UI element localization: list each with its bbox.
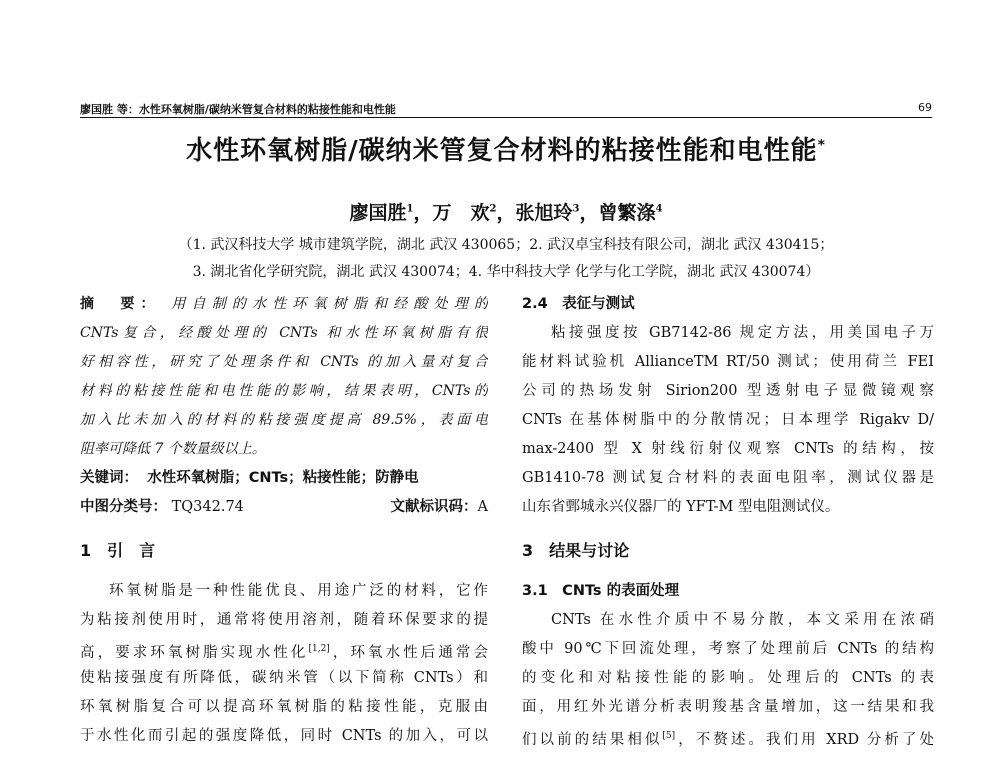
abstract-line: 材料的粘接性能和电性能的影响，结果表明，CNTs的 bbox=[80, 383, 488, 399]
author-affil-mark: 4 bbox=[655, 203, 663, 215]
body-line: 粘接强度按 GB7142-86 规定方法，用美国电子万 bbox=[551, 325, 934, 341]
section-heading: 1 引 言 bbox=[80, 541, 156, 560]
section-heading: 3 结果与讨论 bbox=[522, 541, 630, 560]
doc-code-value: A bbox=[477, 499, 488, 515]
doc-code-label: 文献标识码： bbox=[390, 499, 478, 515]
author-separator: ， bbox=[413, 202, 433, 224]
abstract-line: 加入比未加入的材料的粘接强度提高 89.5%，表面电 bbox=[80, 412, 488, 428]
author-name: 张旭玲 bbox=[515, 202, 573, 224]
running-head-text: 廖国胜 等：水性环氧树脂/碳纳米管复合材料的粘接性能和电性能 bbox=[80, 103, 396, 116]
abstract-label: 摘 要： bbox=[80, 296, 161, 312]
body-line: CNTs 在基体树脂中的分散情况；日本理学 Rigakv D/ bbox=[522, 412, 934, 428]
body-text: 高，要求环氧树脂实现水性化 bbox=[80, 644, 309, 661]
running-head bbox=[80, 101, 932, 117]
body-line: 于水性化而引起的强度降低，同时 CNTs 的加入，可以 bbox=[80, 728, 488, 744]
body-line: 为粘接剂使用时，通常将使用溶剂，随着环保要求的提 bbox=[80, 612, 488, 628]
body-text: 们以前的结果相似 bbox=[522, 731, 663, 748]
body-line: 能材料试验机 AllianceTM RT/50 测试；使用荷兰 FEI bbox=[522, 354, 934, 370]
body-text: ，环氧水性后通常会 bbox=[329, 644, 488, 661]
page-number: 69 bbox=[918, 101, 932, 114]
body-line: 山东省鄄城永兴仪器厂的 YFT-M 型电阻测试仪。 bbox=[522, 499, 840, 515]
body-line: 的变化和对粘接性能的影响。处理后的 CNTs 的表 bbox=[522, 670, 934, 686]
author-affil-mark: 3 bbox=[572, 203, 580, 215]
affiliation-line: 3. 湖北省化学研究院，湖北 武汉 430074；4. 华中科技大学 化学与化工学院，湖北 武汉 430074） bbox=[192, 264, 820, 280]
body-line: GB1410-78 测试复合材料的表面电阻率，测试仪器是 bbox=[522, 470, 934, 486]
abstract-line: 阻率可降低 7 个数量级以上。 bbox=[80, 441, 266, 457]
citation: [5] bbox=[662, 731, 676, 741]
author-name: 廖国胜 bbox=[349, 202, 407, 224]
citation: [1,2] bbox=[308, 644, 330, 654]
body-line: CNTs 在水性介质中不易分散，本文采用在浓硝 bbox=[551, 612, 934, 628]
subsection-heading: 3.1 CNTs 的表面处理 bbox=[522, 583, 680, 599]
keywords bbox=[80, 464, 488, 493]
right-column bbox=[522, 290, 934, 751]
class-label: 中图分类号： bbox=[80, 499, 167, 515]
body-line: 公司的热场发射 Sirion200 型透射电子显微镜观察 bbox=[522, 383, 934, 399]
title-text: 水性环氧树脂/碳纳米管复合材料的粘接性能和电性能 bbox=[186, 136, 818, 166]
author-affil-mark: 2 bbox=[489, 203, 497, 215]
left-column bbox=[80, 290, 488, 751]
body-line: 酸中 90℃下回流处理，考察了处理前后 CNTs 的结构 bbox=[522, 641, 934, 657]
abstract-line: 好相容性，研究了处理条件和 CNTs 的加入量对复合 bbox=[80, 354, 488, 370]
body-line: 环氧树脂是一种性能优良、用途广泛的材料，它作 bbox=[109, 583, 488, 599]
class-value: TQ342.74 bbox=[171, 499, 244, 515]
body-line bbox=[522, 722, 934, 751]
classification bbox=[80, 493, 488, 522]
keywords-value: 水性环氧树脂；CNTs；粘接性能；防静电 bbox=[147, 470, 419, 486]
author-affil-mark: 1 bbox=[406, 203, 414, 215]
author-name: 万 欢 bbox=[432, 202, 490, 224]
body-line bbox=[80, 635, 488, 664]
keywords-label: 关键词： bbox=[80, 470, 138, 486]
paper-title bbox=[80, 130, 932, 167]
header-rule bbox=[80, 117, 932, 118]
abstract-text: 用自制的水性环氧树脂和经酸处理的 bbox=[171, 296, 488, 312]
author-separator: ， bbox=[579, 202, 599, 224]
body-text: ，不赘述。我们用 XRD 分析了处 bbox=[675, 731, 934, 748]
body-line: max-2400 型 X 射线衍射仪观察 CNTs 的结构，按 bbox=[522, 441, 934, 457]
body-line: 环氧树脂复合可以提高环氧树脂的粘接性能，克服由 bbox=[80, 699, 488, 715]
subsection-heading: 2.4 表征与测试 bbox=[522, 296, 635, 312]
author-name: 曾繁涤 bbox=[598, 202, 656, 224]
title-footnote-mark: * bbox=[817, 137, 826, 154]
author-separator: ， bbox=[496, 202, 516, 224]
body-line: 面，用红外光谱分析表明羧基含量增加，这一结果和我 bbox=[522, 699, 934, 715]
body-line: 使粘接强度有所降低，碳纳米管（以下简称 CNTs）和 bbox=[80, 670, 488, 686]
author-list bbox=[80, 198, 932, 225]
affiliation-line: （1. 武汉科技大学 城市建筑学院，湖北 武汉 430065；2. 武汉卓宝科技有限公司，湖北 武汉 430415； bbox=[178, 237, 834, 253]
abstract-line: CNTs复合，经酸处理的 CNTs 和水性环氧树脂有很 bbox=[80, 325, 488, 341]
abstract bbox=[80, 290, 488, 464]
